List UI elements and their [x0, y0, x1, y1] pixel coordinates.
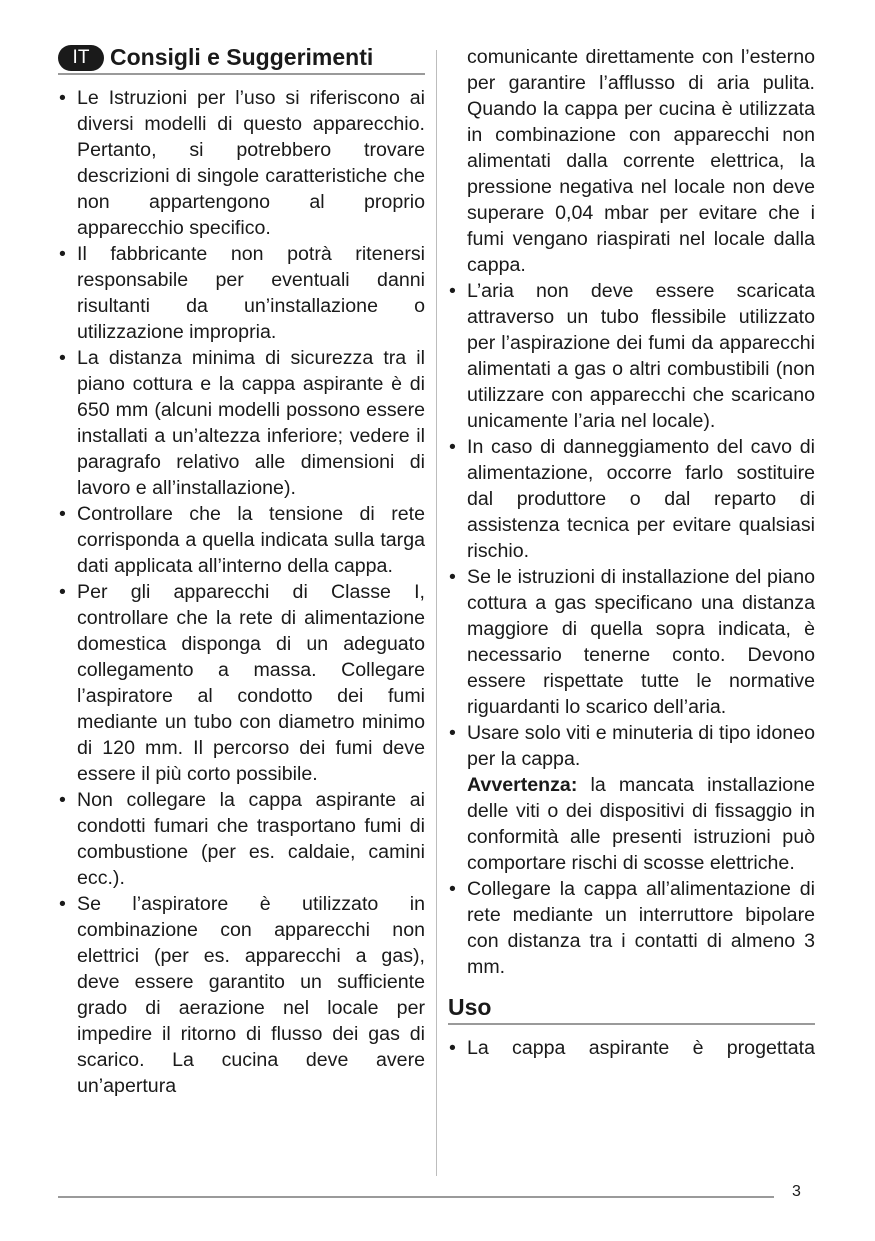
list-item: • La distanza minima di sicurezza tra il piano cottura e la cappa aspirante è di 650 mm (alcuni modelli possono essere installati a un’altezza inferiore; vedere il paragrafo relativo alle dimensioni di lavoro e all’installazione).	[58, 345, 425, 501]
warning-paragraph	[448, 772, 815, 876]
right-column	[448, 44, 815, 1061]
list-item: • Non collegare la cappa aspirante ai condotti fumari che trasportano fumi di combustione (per es. caldaie, camini ecc.).	[58, 787, 425, 891]
warning-label: Avvertenza:	[467, 774, 578, 796]
language-badge: IT	[58, 45, 104, 71]
continued-paragraph: comunicante direttamente con l’esterno per garantire l’afflusso di aria pulita. Quando la cappa per cucina è utilizzata in combinazione con apparecchi non alimentati dalla corrente elettrica, la pressione negativa nel locale non deve superare 0,04 mbar per evitare che i fumi vengano riaspirati nel locale dalla cappa.	[467, 46, 815, 276]
list-item: • Il fabbricante non potrà ritenersi responsabile per eventuali danni risultanti da un’installazione o utilizzazione impropria.	[58, 241, 425, 345]
list-item: • Usare solo viti e minuteria di tipo idoneo per la cappa.	[448, 720, 815, 772]
page-title: Consigli e Suggerimenti	[110, 44, 374, 70]
left-column	[58, 44, 425, 1099]
list-item: • Se le istruzioni di installazione del piano cottura a gas specificano una distanza maggiore di quella sopra indicata, è necessario tenerne conto. Devono essere rispettate tutte le normative riguardanti lo scarico dell’aria.	[448, 564, 815, 720]
list-item: • Per gli apparecchi di Classe I, controllare che la rete di alimentazione domestica disponga di un adeguato collegamento a massa. Collegare l’aspiratore al condotto dei fumi mediante un tubo con diametro minimo di 120 mm. Il percorso dei fumi deve essere il più corto possibile.	[58, 579, 425, 787]
section-heading-consigli	[58, 44, 425, 75]
list-item: • Collegare la cappa all’alimentazione di rete mediante un interruttore bipolare con distanza tra i contatti di almeno 3 mm.	[448, 876, 815, 980]
section-title: Uso	[448, 994, 492, 1020]
page-number: 3	[792, 1183, 801, 1200]
list-item: • Controllare che la tensione di rete corrisponda a quella indicata sulla targa dati applicata all’interno della cappa.	[58, 501, 425, 579]
list-item: • La cappa aspirante è progettata	[448, 1035, 815, 1061]
warning-text: la mancata installazione delle viti o dei dispositivi di fissaggio in conformità alle presenti istruzioni può comportare rischi di scosse elettriche.	[467, 774, 815, 874]
footer-rule	[58, 1196, 774, 1198]
list-item: • L’aria non deve essere scaricata attraverso un tubo flessibile utilizzato per l’aspirazione dei fumi da apparecchi alimentati a gas o altri combustibili (non utilizzare con apparecchi che scaricano unicamente l’aria nel locale).	[448, 278, 815, 434]
list-item: • Se l’aspiratore è utilizzato in combinazione con apparecchi non elettrici (per es. apparecchi a gas), deve essere garantito un sufficiente grado di aerazione nel locale per impedire il ritorno di flusso dei gas di scarico. La cucina deve avere un’apertura	[58, 891, 425, 1099]
list-item: • Le Istruzioni per l’uso si riferiscono ai diversi modelli di questo apparecchio. Pertanto, si potrebbero trovare descrizioni di singole caratteristiche che non appartengono al proprio apparecchio specifico.	[58, 85, 425, 241]
section-heading-uso	[448, 994, 815, 1025]
list-item: • In caso di danneggiamento del cavo di alimentazione, occorre farlo sostituire dal produttore o dal reparto di assistenza tecnica per evitare qualsiasi rischio.	[448, 434, 815, 564]
column-divider	[436, 50, 437, 1176]
